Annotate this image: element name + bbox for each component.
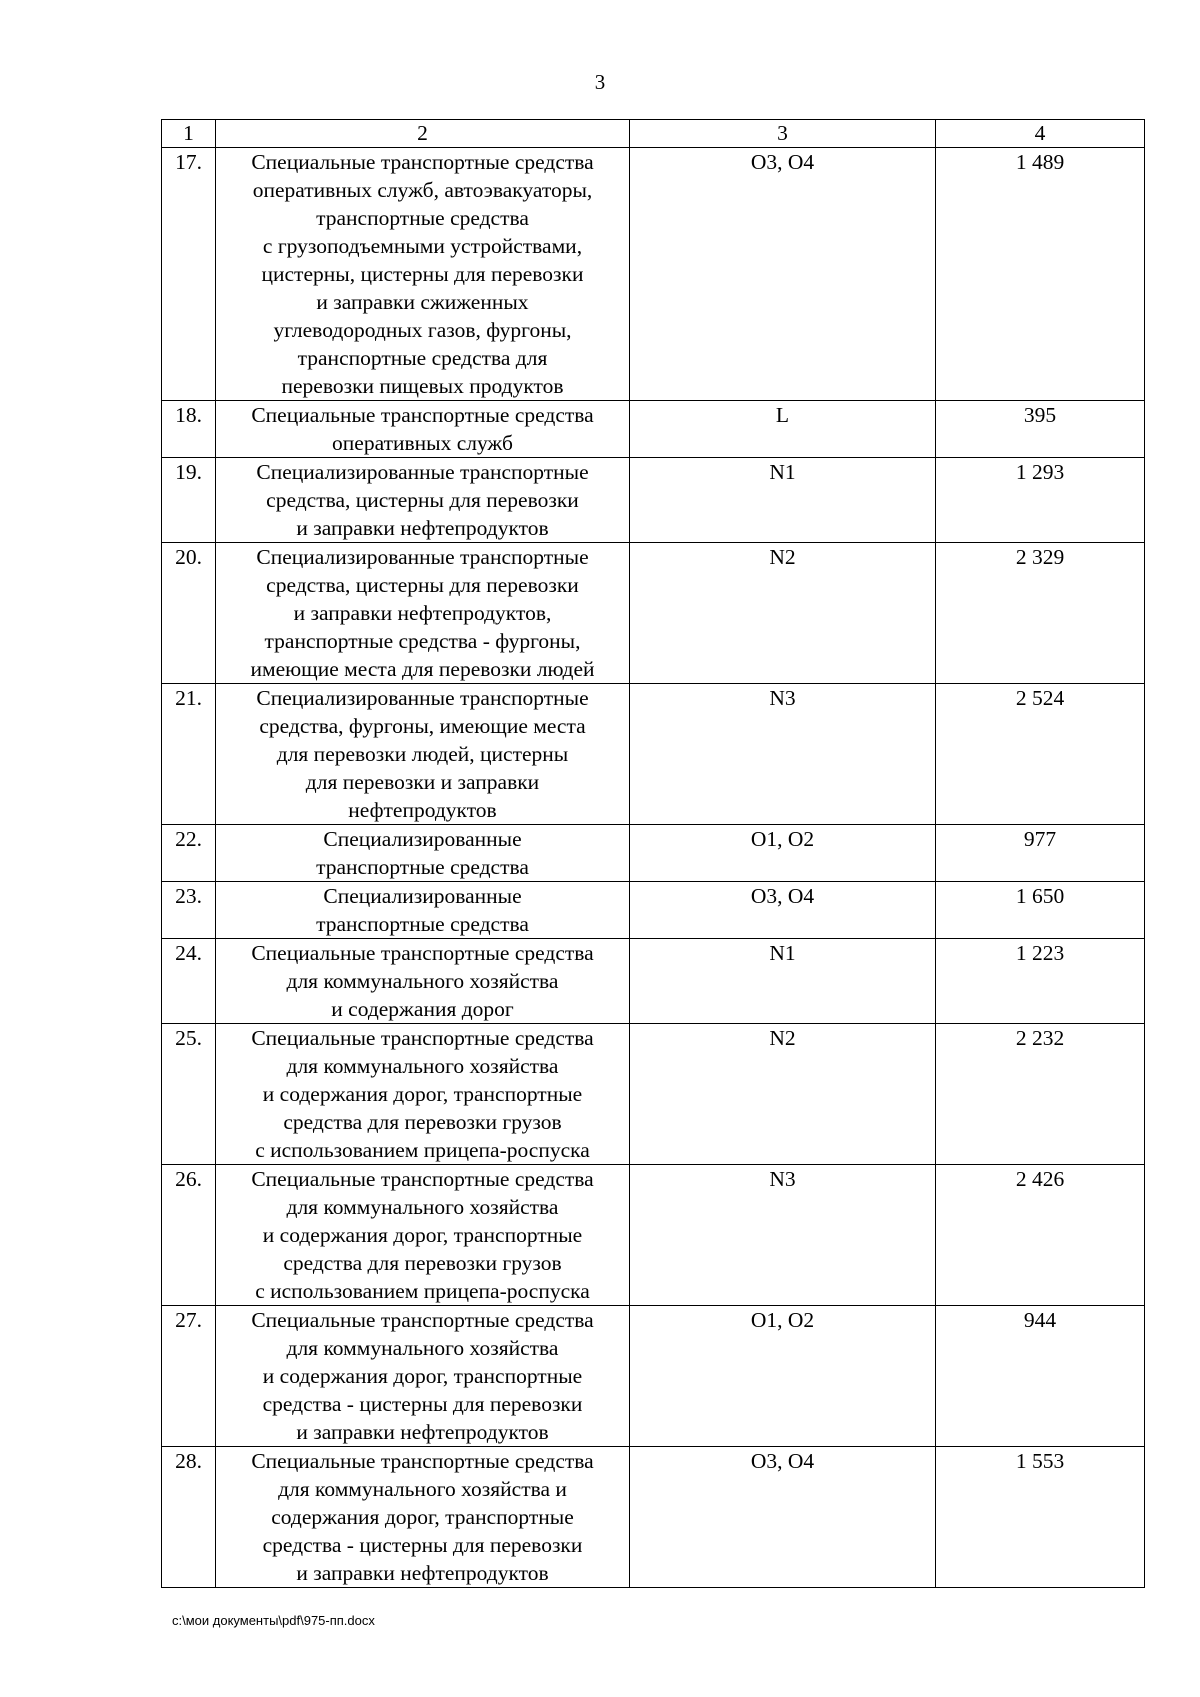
row-description bbox=[216, 1024, 630, 1165]
row-number: 26. bbox=[162, 1165, 216, 1306]
description-line: перевозки пищевых продуктов bbox=[281, 374, 564, 398]
table-row bbox=[162, 1165, 1145, 1306]
description-line: транспортные средства для bbox=[297, 346, 548, 370]
row-description bbox=[216, 543, 630, 684]
description-line: нефтепродуктов bbox=[348, 798, 497, 822]
description-line: и содержания дорог bbox=[331, 997, 514, 1021]
page-number: 3 bbox=[594, 70, 606, 94]
row-description bbox=[216, 825, 630, 882]
description-line: транспортные средства - фургоны, bbox=[264, 629, 581, 653]
row-category: N1 bbox=[630, 939, 936, 1024]
table-header-row bbox=[162, 120, 1145, 148]
description-line: для перевозки людей, цистерны bbox=[276, 742, 569, 766]
description-line: с использованием прицепа-роспуска bbox=[255, 1279, 590, 1303]
description-line: средства для перевозки грузов bbox=[283, 1110, 562, 1134]
row-category: O1, O2 bbox=[630, 825, 936, 882]
description-line: с использованием прицепа-роспуска bbox=[255, 1138, 590, 1162]
table-row bbox=[162, 401, 1145, 458]
row-category: O3, O4 bbox=[630, 148, 936, 401]
description-line: и заправки нефтепродуктов bbox=[296, 1420, 549, 1444]
description-line: Специальные транспортные средства bbox=[251, 1308, 594, 1332]
vehicle-table bbox=[161, 119, 1145, 1588]
row-category: N3 bbox=[630, 1165, 936, 1306]
row-number: 23. bbox=[162, 882, 216, 939]
row-category: N3 bbox=[630, 684, 936, 825]
description-line: имеющие места для перевозки людей bbox=[250, 657, 595, 681]
row-description bbox=[216, 458, 630, 543]
description-line: Специальные транспортные средства bbox=[251, 1026, 594, 1050]
row-number: 20. bbox=[162, 543, 216, 684]
row-number: 25. bbox=[162, 1024, 216, 1165]
row-value: 977 bbox=[936, 825, 1145, 882]
table-row bbox=[162, 458, 1145, 543]
description-line: для коммунального хозяйства и bbox=[278, 1477, 567, 1501]
table-row bbox=[162, 1306, 1145, 1447]
row-number: 17. bbox=[162, 148, 216, 401]
header-col-3: 3 bbox=[630, 120, 936, 148]
description-line: Специальные транспортные средства bbox=[251, 1449, 594, 1473]
description-line: для коммунального хозяйства bbox=[286, 1336, 559, 1360]
description-line: углеводородных газов, фургоны, bbox=[273, 318, 572, 342]
description-line: средства - цистерны для перевозки bbox=[262, 1392, 583, 1416]
description-line: оперативных служб bbox=[332, 431, 513, 455]
row-value: 1 223 bbox=[936, 939, 1145, 1024]
row-value: 1 553 bbox=[936, 1447, 1145, 1588]
row-value: 2 232 bbox=[936, 1024, 1145, 1165]
row-description bbox=[216, 939, 630, 1024]
description-line: транспортные средства bbox=[316, 206, 529, 230]
description-line: для коммунального хозяйства bbox=[286, 1054, 559, 1078]
row-value: 2 329 bbox=[936, 543, 1145, 684]
table-row bbox=[162, 939, 1145, 1024]
table-row bbox=[162, 1024, 1145, 1165]
row-category: N2 bbox=[630, 1024, 936, 1165]
description-line: Специализированные bbox=[323, 827, 522, 851]
table-row bbox=[162, 882, 1145, 939]
table-row bbox=[162, 684, 1145, 825]
description-line: средства, цистерны для перевозки bbox=[266, 573, 579, 597]
description-line: транспортные средства bbox=[316, 912, 529, 936]
row-description bbox=[216, 1306, 630, 1447]
description-line: средства - цистерны для перевозки bbox=[262, 1533, 583, 1557]
row-description bbox=[216, 684, 630, 825]
row-category: O1, O2 bbox=[630, 1306, 936, 1447]
row-category: N1 bbox=[630, 458, 936, 543]
table-row bbox=[162, 1447, 1145, 1588]
description-line: средства, фургоны, имеющие места bbox=[259, 714, 586, 738]
description-line: оперативных служб, автоэвакуаторы, bbox=[252, 178, 593, 202]
description-line: и содержания дорог, транспортные bbox=[262, 1223, 583, 1247]
row-description bbox=[216, 401, 630, 458]
description-line: и заправки нефтепродуктов bbox=[296, 1561, 549, 1585]
description-line: Специализированные bbox=[323, 884, 522, 908]
description-line: средства для перевозки грузов bbox=[283, 1251, 562, 1275]
row-description bbox=[216, 148, 630, 401]
row-number: 19. bbox=[162, 458, 216, 543]
description-line: Специальные транспортные средства bbox=[251, 150, 594, 174]
description-line: Специализированные транспортные bbox=[256, 686, 589, 710]
table-row bbox=[162, 148, 1145, 401]
description-line: и заправки сжиженных bbox=[316, 290, 529, 314]
row-value: 395 bbox=[936, 401, 1145, 458]
row-category: O3, O4 bbox=[630, 1447, 936, 1588]
description-line: и содержания дорог, транспортные bbox=[262, 1364, 583, 1388]
description-line: Специализированные транспортные bbox=[256, 545, 589, 569]
description-line: и заправки нефтепродуктов bbox=[296, 516, 549, 540]
row-value: 1 293 bbox=[936, 458, 1145, 543]
footer-file-path: c:\мои документы\pdf\975-пп.docx bbox=[172, 1613, 375, 1628]
description-line: для коммунального хозяйства bbox=[286, 1195, 559, 1219]
description-line: и заправки нефтепродуктов, bbox=[293, 601, 552, 625]
description-line: Специальные транспортные средства bbox=[251, 403, 594, 427]
row-number: 27. bbox=[162, 1306, 216, 1447]
row-category: L bbox=[630, 401, 936, 458]
row-value: 2 426 bbox=[936, 1165, 1145, 1306]
row-description bbox=[216, 1165, 630, 1306]
description-line: для коммунального хозяйства bbox=[286, 969, 559, 993]
row-number: 22. bbox=[162, 825, 216, 882]
description-line: для перевозки и заправки bbox=[305, 770, 540, 794]
row-category: O3, O4 bbox=[630, 882, 936, 939]
row-value: 944 bbox=[936, 1306, 1145, 1447]
header-col-2: 2 bbox=[216, 120, 630, 148]
description-line: цистерны, цистерны для перевозки bbox=[261, 262, 584, 286]
row-number: 21. bbox=[162, 684, 216, 825]
table-row bbox=[162, 825, 1145, 882]
row-category: N2 bbox=[630, 543, 936, 684]
row-number: 18. bbox=[162, 401, 216, 458]
table-row bbox=[162, 543, 1145, 684]
table-body bbox=[162, 148, 1145, 1588]
header-col-4: 4 bbox=[936, 120, 1145, 148]
description-line: транспортные средства bbox=[316, 855, 529, 879]
description-line: средства, цистерны для перевозки bbox=[266, 488, 579, 512]
row-description bbox=[216, 1447, 630, 1588]
header-col-1: 1 bbox=[162, 120, 216, 148]
row-value: 1 489 bbox=[936, 148, 1145, 401]
row-number: 28. bbox=[162, 1447, 216, 1588]
row-value: 2 524 bbox=[936, 684, 1145, 825]
description-line: Специализированные транспортные bbox=[256, 460, 589, 484]
description-line: содержания дорог, транспортные bbox=[271, 1505, 574, 1529]
row-description bbox=[216, 882, 630, 939]
row-number: 24. bbox=[162, 939, 216, 1024]
description-line: с грузоподъемными устройствами, bbox=[262, 234, 583, 258]
row-value: 1 650 bbox=[936, 882, 1145, 939]
description-line: Специальные транспортные средства bbox=[251, 1167, 594, 1191]
description-line: Специальные транспортные средства bbox=[251, 941, 594, 965]
description-line: и содержания дорог, транспортные bbox=[262, 1082, 583, 1106]
